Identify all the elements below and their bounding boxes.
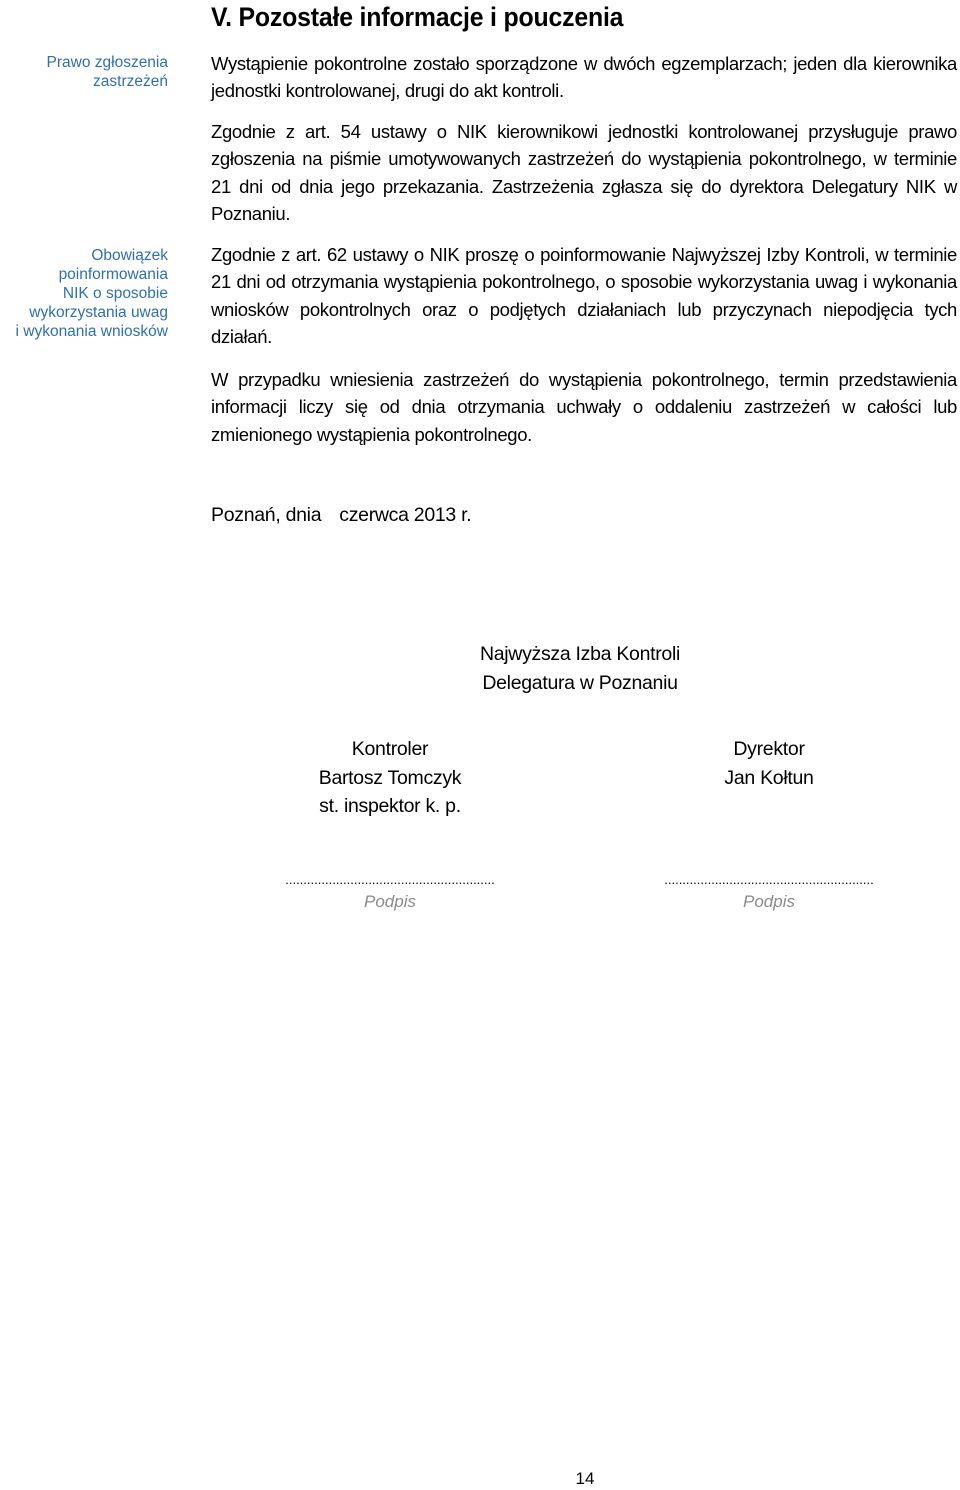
margin-note-line: zastrzeżeń: [93, 73, 168, 90]
signature-block-inspector: [240, 735, 540, 821]
organization-block: [420, 640, 740, 697]
signatory-name: Bartosz Tomczyk: [318, 766, 462, 789]
signature-block-director: [619, 735, 919, 792]
margin-note-information-duty: [0, 246, 168, 341]
signatory-title: st. inspektor k. p.: [319, 795, 461, 817]
margin-note-line: Prawo zgłoszenia: [46, 54, 168, 71]
margin-note-objection-right: [0, 53, 168, 91]
main-content: [211, 0, 957, 445]
organization-name: Najwyższa Izba Kontroli: [479, 643, 681, 665]
signature-line: ..........................................................: [664, 872, 874, 887]
paragraph-copies: Wystąpienie pokontrolne zostało sporządzone w dwóch egzemplarzach; jeden dla kierownika jednostki kontrolowanej, drugi do akt kontroli.: [211, 53, 957, 102]
place-and-date: [211, 502, 471, 528]
signatory-role: Kontroler: [351, 738, 429, 760]
place: Poznań, dnia: [211, 504, 322, 526]
section-heading: V. Pozostałe informacje i pouczenia: [211, 2, 624, 32]
organization-branch: Delegatura w Poznaniu: [482, 671, 678, 694]
margin-note-line: Obowiązek: [91, 247, 168, 264]
margin-note-line: poinformowania: [58, 266, 168, 283]
signature-line: ..........................................................: [285, 872, 495, 887]
paragraph-deadline: W przypadku wniesienia zastrzeżeń do wystąpienia pokontrolnego, termin przedstawienia informacji liczy się od dnia otrzymania uchwały o oddaleniu zastrzeżeń w całości lub zmienionego wystąpienia pokontrolnego.: [211, 369, 957, 445]
date: czerwca 2013 r.: [339, 504, 472, 526]
signature-label: Podpis: [364, 892, 416, 911]
page-number: 14: [575, 1469, 595, 1488]
signatory-name: Jan Kołtun: [724, 766, 814, 789]
margin-note-line: i wykonania wniosków: [15, 323, 168, 340]
margin-note-line: NIK o sposobie: [62, 285, 168, 302]
margin-note-line: wykorzystania uwag: [29, 304, 168, 321]
paragraph-objections: Zgodnie z art. 54 ustawy o NIK kierownikowi jednostki kontrolowanej przysługuje prawo zgłoszenia na piśmie umotywowanych zastrzeżeń do wystąpienia pokontrolnego, w terminie 21 dni od dnia jego przekazania. Zastrzeżenia zgłasza się do dyrektora Delegatury NIK w Poznaniu.: [211, 121, 957, 224]
signature-label: Podpis: [743, 892, 795, 911]
paragraph-information-duty: Zgodnie z art. 62 ustawy o NIK proszę o poinformowanie Najwyższej Izby Kontroli, w terminie 21 dni od otrzymania wystąpienia pokontrolnego, o sposobie wykorzystania uwag i wykonania wniosków pokontrolnych oraz o podjętych działaniach lub przyczynach niepodjęcia tych działań.: [211, 244, 957, 347]
signatory-role: Dyrektor: [733, 738, 805, 760]
